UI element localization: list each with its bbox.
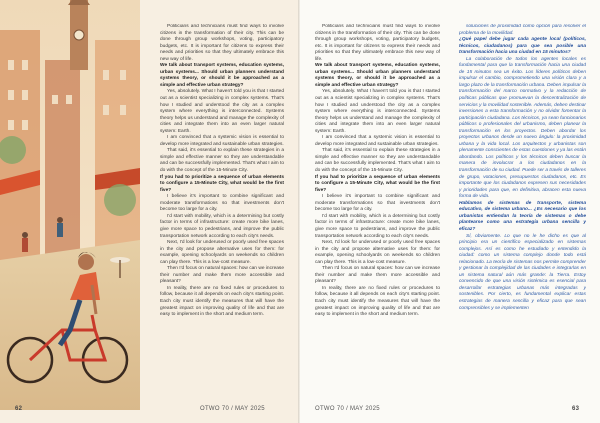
left-page-number: 62 bbox=[15, 406, 23, 412]
paragraph: That said, it's essential to explain these strategies in a simple and effective manner so they are understandable and can be successfully implemented. That's what I aim to do with the concept of the 15-Minute City. bbox=[160, 148, 284, 174]
paragraph: That said, it's essential to explain these strategies in a simple and effective manner so they are understandable and can be successfully implemented. That's what I aim to do with the concept of the 15-Minute City. bbox=[315, 148, 440, 174]
right-page-number: 63 bbox=[572, 406, 580, 412]
paragraph: Yes, absolutely. What I haven't told you is that I started out as a scientist specializing in complex systems. That's how I studied and understood the city as a complex system where everything is interconnected. Systems theory helps us understand and manage the complexity of cities and integrate them into an even larger natural system: Earth. bbox=[160, 89, 284, 134]
paragraph: Then I'd focus on natural spaces: how can we increase their number and make them more accessible and pleasant? bbox=[160, 266, 284, 285]
paragraph: In reality, there are no fixed rules or procedures to follow, because it all depends on each city's starting point. Each city must identify the measures that will have the greatest impact on improving quality of life and that are easy to implement in the short and medium term. bbox=[315, 285, 440, 318]
interview-question: ¿Qué papel debe jugar cada agente local (políticos, técnicos, ciudadanos) para que sea posible una transformación hacia una ciudad en 15 minutos? bbox=[459, 37, 586, 56]
paragraph: I believe it's important to combine significant and moderate transformations so that investments don't become too large for a city. bbox=[315, 194, 440, 213]
paragraph: Politicians and technicians must find ways to involve citizens in the transformation of their city. This can be done through group workshops, voting, participatory budgets, etc. It is important for citizens to express their needs and priorities so that they ultimately embrace this new way of life. bbox=[160, 24, 284, 62]
interview-question: If you had to prioritize a sequence of urban elements to configure a 15-Minute City, what would be the first five? bbox=[160, 174, 284, 193]
paragraph: I'd start with mobility, which is a determining but costly factor in terms of infrastructure: create more bike lanes, give more space to pedestrians, and improve the public transportation network according to each city's needs. bbox=[315, 213, 440, 239]
paragraph: I'd start with mobility, which is a determining but costly factor in terms of infrastructure: create more bike lanes, give more space to pedestrians, and improve the public transportation network according to each city's needs. bbox=[160, 213, 284, 239]
right-page-column-english bbox=[315, 24, 440, 416]
left-page-issue: OTWO 70 / MAY 2025 bbox=[200, 406, 265, 412]
interview-question: Hablamos de sistemas de transporte, sistema educativo, de sistema urbano... ¿Es necesario que los urbanistas entiendan la teoría de sistemas o debe plantearse como una estrategia urbana sencilla y eficaz? bbox=[459, 200, 586, 232]
interview-question: If you had to prioritize a sequence of urban elements to configure a 15-Minute City, what would be the first five? bbox=[315, 174, 440, 193]
paragraph: Sí, obviamente. Lo que no le he dicho es que al principio era un científico especializado en sistemas complejos. Así es como he estudiado y entendido la ciudad: como un sistema complejo donde todo está relacionado. La teoría de sistemas nos permite comprender y gestionar la complejidad de las ciudades e integrarlas en un sistema natural aún más grande: la Tierra. Estoy convencido de que una visión sistémica es esencial para desarrollar estrategias urbanas más integradas y sostenibles. Por cierto, es fundamental explicar estas estrategias de manera sencilla y eficaz para que sean comprensibles y se implementen bbox=[459, 233, 586, 311]
left-page-text-column bbox=[160, 24, 284, 416]
interview-question: We talk about transport systems, education systems, urban systems... Should urban planners understand systems theory, or should it be approached as a simple and effective urban strategy? bbox=[160, 63, 284, 88]
interview-question: We talk about transport systems, education systems, urban systems... Should urban planners understand systems theory, or should it be approached as a simple and effective urban strategy? bbox=[315, 63, 440, 88]
right-page bbox=[300, 0, 600, 423]
left-page bbox=[0, 0, 299, 423]
paragraph: Yes, absolutely. What I haven't told you is that I started out as a scientist specializing in complex systems. That's how I studied and understood the city as a complex system where everything is interconnected. Systems theory helps us understand and manage the complexity of cities and integrate them into an even larger natural system: Earth. bbox=[315, 89, 440, 134]
paragraph: Next, I'd look for underused or poorly used free spaces in the city and propose alternative uses for them: for example, opening schoolyards on weekends so children can play there. This is a low-cost measure. bbox=[160, 240, 284, 265]
paragraph: I believe it's important to combine significant and moderate transformations so that investments don't become too large for a city. bbox=[160, 194, 284, 213]
right-page-column-spanish bbox=[459, 24, 586, 416]
paragraph: La colaboración de todos los agentes locales es fundamental para que la transformación hacia una ciudad de 15 minutos sea un éxito. Los líderes políticos deben impulsar el cambio, comprometiendo una visión clara y a largo plazo de la transformación urbana. Deben impulsar la transformación del marco normativo y la redacción de políticas públicas que promuevan la descentralización de servicios y la movilidad sostenible. Además, deben destinar inversiones a esta transformación y no olvidar fomentar la participación ciudadana. Los técnicos, ya sean funcionarios públicos o profesionales del urbanismo, deben planear la transformación en los proyectos. Deben abordar los proyectos urbanos desde un nuevo ángulo: la proximidad urbana y la vida local. Los arquitectos y urbanistas son plenamente conscientes de estas cuestiones y ya las están abordando. Los políticos y los técnicos deben buscar la manera de involucrar a los ciudadanos en la transformación de su ciudad. Puede ser a través de talleres de grupo, votaciones, presupuestos ciudadanos, etc. Es importante que los ciudadanos expresen sus necesidades y prioridades para que, en definitiva, abracen esta nueva forma de vida. bbox=[459, 56, 586, 200]
paragraph: Then I'd focus on natural spaces: how can we increase their number and make them more accessible and pleasant? bbox=[315, 266, 440, 285]
right-page-issue: OTWO 70 / MAY 2025 bbox=[315, 406, 380, 412]
paragraph: In reality, there are no fixed rules or procedures to follow, because it all depends on each city's starting point. Each city must identify the measures that will have the greatest impact on improving quality of life and that are easy to implement in the short and medium term. bbox=[160, 285, 284, 318]
paragraph: Next, I'd look for underused or poorly used free spaces in the city and propose alternative uses for them: for example, opening schoolyards on weekends so children can play there. This is a low-cost measure. bbox=[315, 240, 440, 265]
paragraph: I am convinced that a systemic vision is essential to develop more integrated and sustainable urban strategies. bbox=[315, 135, 440, 147]
paragraph: I am convinced that a systemic vision is essential to develop more integrated and sustainable urban strategies. bbox=[160, 135, 284, 147]
paragraph: Politicians and technicians must find ways to involve citizens in the transformation of their city. This can be done through group workshops, voting, participatory budgets, etc. It is important for citizens to express their needs and priorities so that they ultimately embrace this new way of life. bbox=[315, 24, 440, 62]
city-cyclist-illustration bbox=[0, 0, 140, 410]
paragraph: soluciones de proximidad como opción para resolver el problema de la movilidad. bbox=[459, 24, 586, 36]
